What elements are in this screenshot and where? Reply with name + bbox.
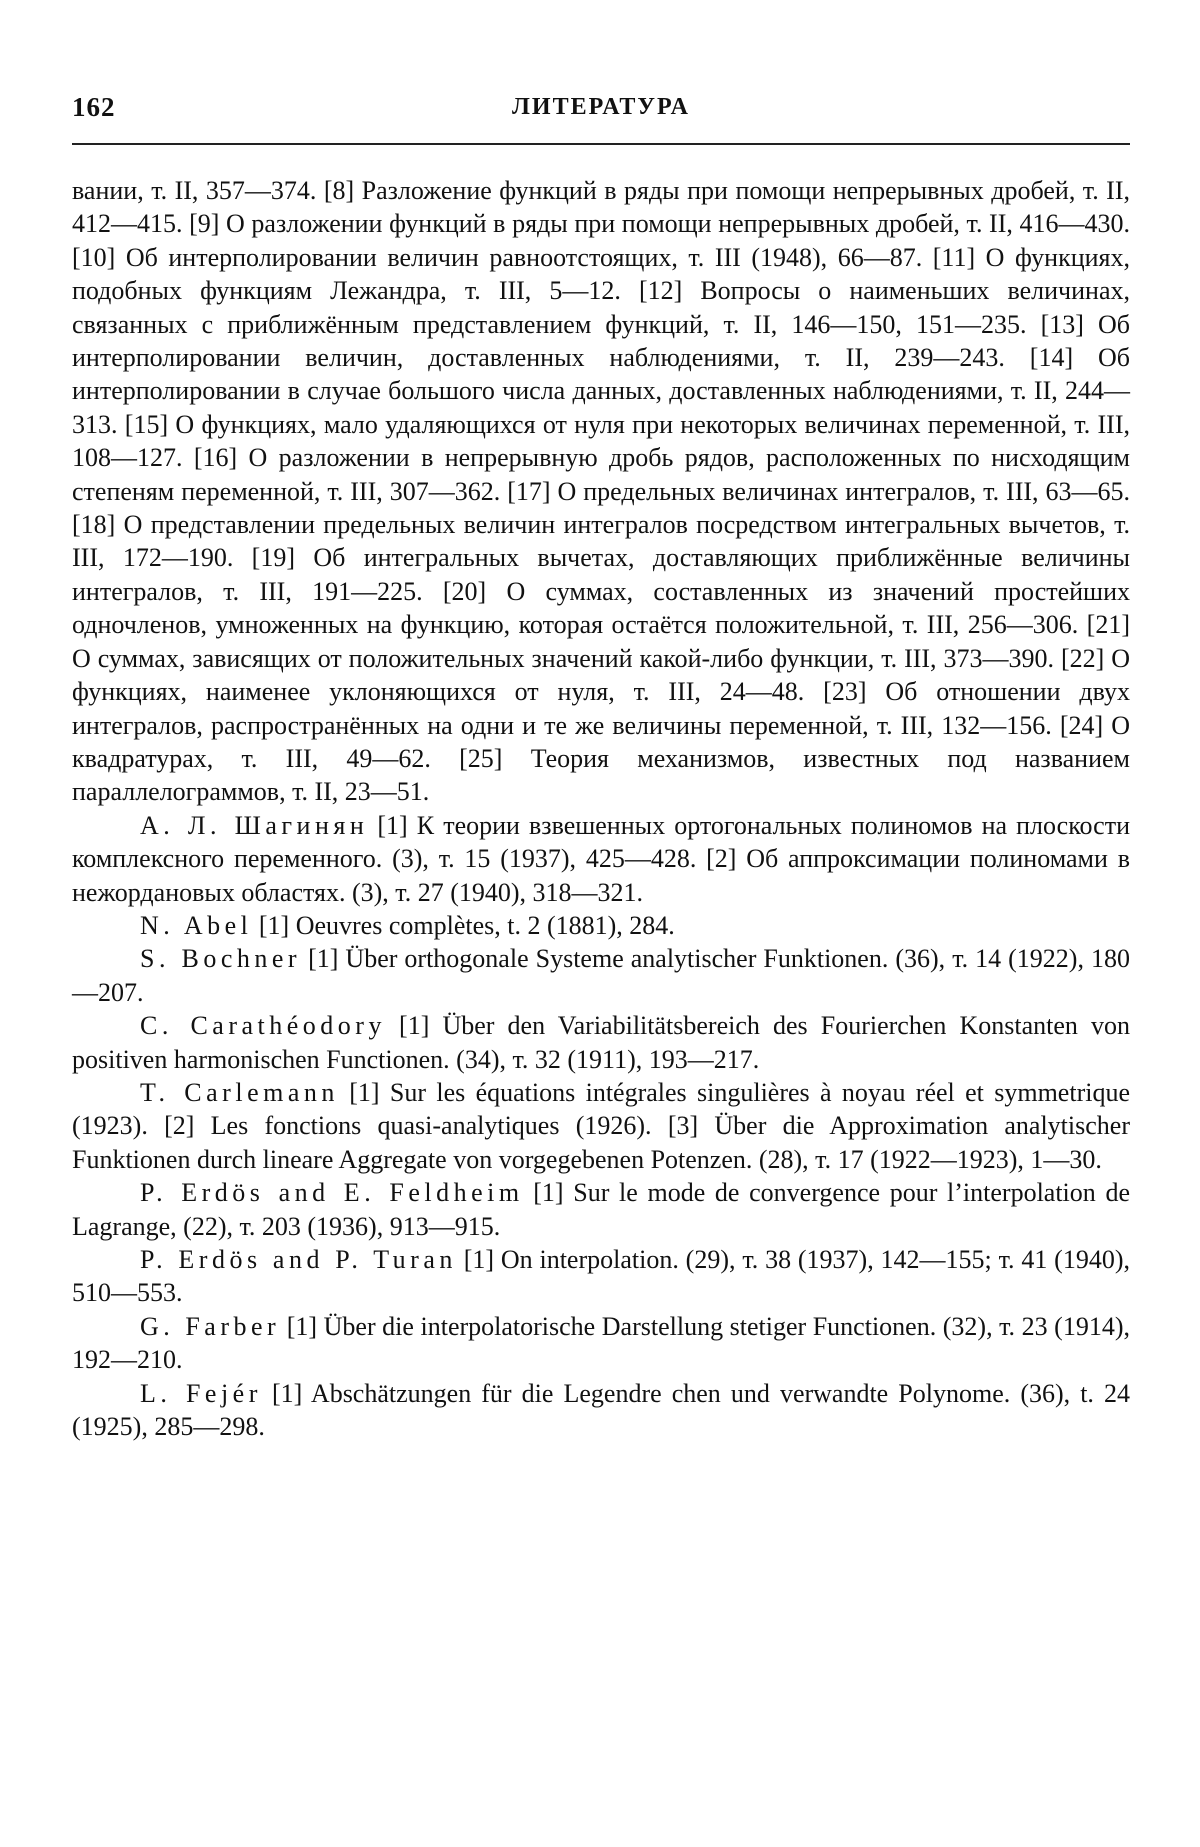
entry-author: S. Bochner bbox=[140, 944, 302, 974]
entry-author: C. Carathéodory bbox=[140, 1011, 386, 1041]
entry-text: [1] Über den Variabilitätsbereich des Fourierchen Konstanten von positiven harmonischen Functionen. (34), т. 32 (1911), 193—217. bbox=[72, 1011, 1130, 1074]
entry-author: N. Abel bbox=[140, 910, 253, 940]
entry-author: T. Carlemann bbox=[140, 1077, 339, 1107]
entry-text: [1] Über die interpolatorische Darstellung stetiger Functionen. (32), т. 23 (1914), 192—210. bbox=[72, 1311, 1130, 1375]
header-rule bbox=[72, 143, 1130, 145]
bibliography-entry bbox=[72, 1310, 1130, 1377]
running-title: ЛИТЕРАТУРА bbox=[512, 94, 690, 120]
entry-text: [1] Über orthogonale Systeme analytischer Funktionen. (36), т. 14 (1922), 180—207. bbox=[72, 944, 1130, 1007]
page-header bbox=[72, 92, 1130, 138]
bibliography-entry bbox=[72, 942, 1130, 1009]
bibliography-entry-continued bbox=[72, 174, 1130, 809]
entry-text: [1] К теории взвешенных ортогональных полиномов на плоскости комплексного переменного. (3), т. 15 (1937), 425—428. [2] Об аппроксимации полиномами в нежордановых областях. (3), т. 27 (1940), 318—321. bbox=[72, 810, 1130, 907]
bibliography-entry bbox=[72, 909, 1130, 942]
entry-text: вании, т. II, 357—374. [8] Разложение функций в ряды при помощи непрерывных дробей, т. II, 412—415. [9] О разложении функций в ряды при помощи непрерывных дробей, т. II, 416—430. [10] Об интерполировании величин равноотстоящих, т. III (1948), 66—87. [11] О функциях, подобных функциям Лежандра, т. III, 5—12. [12] Вопросы о наименьших величинах, связанных с приближённым представлением функций, т. II, 146—150, 151—235. [13] Об интерполировании величин, доставленных наблюдениями, т. II, 239—243. [14] Об интерполировании в случае большого числа данных, доставленных наблюдениями, т. II, 244—313. [15] О функциях, мало удаляющихся от нуля при некоторых величинах переменной, т. III, 108—127. [16] О разложении в непрерывную дробь рядов, расположенных по нисходящим степеням переменной, т. III, 307—362. [17] О предельных величинах интегралов, т. III, 63—65. [18] О представлении предельных величин интегралов посредством интегральных вычетов, т. III, 172—190. [19] Об интегральных вычетах, доставляющих приближённые величины интегралов, т. III, 191—225. [20] О суммах, составленных из значений простейших одночленов, умноженных на функцию, которая остаётся положительной, т. III, 256—306. [21] О суммах, зависящих от положительных значений какой-либо функции, т. III, 373—390. [22] О функциях, наименее уклоняющихся от нуля, т. III, 24—48. [23] Об отношении двух интегралов, распространённых на одни и те же величины переменной, т. III, 132—156. [24] О квадратурах, т. III, 49—62. [25] Теория механизмов, известных под названием параллелограммов, т. II, 23—51. bbox=[72, 176, 1130, 807]
entry-text: [1] On interpolation. (29), т. 38 (1937), 142—155; т. 41 (1940), 510—553. bbox=[72, 1245, 1130, 1308]
entry-author: G. Farber bbox=[140, 1311, 281, 1341]
bibliography-list bbox=[72, 174, 1130, 1443]
entry-author: P. Erdös and E. Feldheim bbox=[140, 1178, 524, 1208]
entry-author: А. Л. Шагинян bbox=[140, 810, 369, 840]
bibliography-entry bbox=[72, 1377, 1130, 1444]
bibliography-entry bbox=[72, 809, 1130, 909]
bibliography-entry bbox=[72, 1176, 1130, 1243]
entry-author: L. Fejér bbox=[140, 1378, 262, 1408]
entry-text: [1] Oeuvres complètes, t. 2 (1881), 284. bbox=[252, 910, 675, 940]
bibliography-entry bbox=[72, 1009, 1130, 1076]
entry-text: [1] Sur les équations intégrales singulières à noyau réel et symmetrique (1923). [2] Les fonctions quasi-analytiques (1926). [3] Über die Approximation analytischer Funktionen durch lineare Aggregate von vorgegebenen Potenzen. (28), т. 17 (1922—1923), 1—30. bbox=[72, 1077, 1130, 1174]
entry-text: [1] Abschätzungen für die Legendre chen und verwandte Polynome. (36), t. 24 (1925), 285—298. bbox=[72, 1378, 1131, 1442]
page-number: 162 bbox=[72, 92, 116, 122]
entry-author: P. Erdös and P. Turan bbox=[140, 1245, 457, 1274]
entry-text: [1] Sur le mode de convergence pour l’interpolation de Lagrange, (22), т. 203 (1936), 913—915. bbox=[72, 1178, 1130, 1241]
bibliography-entry bbox=[72, 1076, 1130, 1176]
bibliography-entry bbox=[72, 1243, 1130, 1310]
